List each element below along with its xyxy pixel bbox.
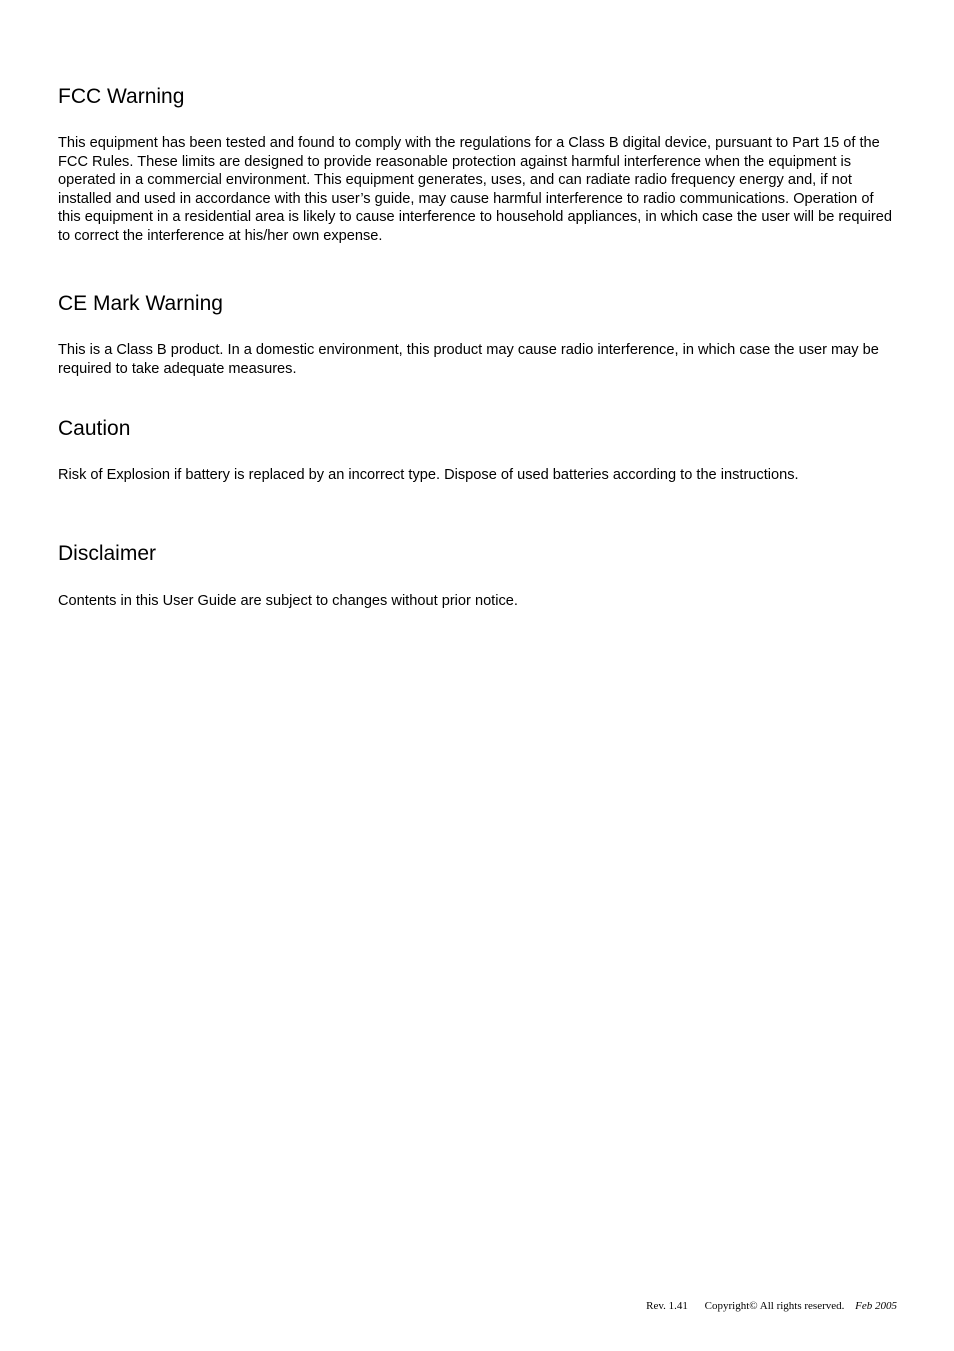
fcc-warning-heading: FCC Warning — [58, 85, 185, 108]
caution-heading: Caution — [58, 417, 131, 440]
disclaimer-heading: Disclaimer — [58, 542, 157, 565]
ce-mark-warning-text: This is a Class B product. In a domestic environment, this product may cause radio interference, in which case the user may be required to take adequate measures. — [58, 342, 879, 377]
date-label: Feb 2005 — [855, 1300, 897, 1312]
fcc-warning-text: This equipment has been tested and found to comply with the regulations for a Class B digital device, pursuant to Part 15 of the FCC Rules. These limits are designed to provide reasonable protection against harmful interference when the equipment is operated in a commercial environment. This equipment generates, uses, and can radiate radio frequency energy and, if not installed and used in accordance with this user’s guide, may cause harmful interference to radio communications. Operation of this equipment in a residential area is likely to cause interference to household appliances, in which case the user will be required to correct the interference at his/her own expense. — [58, 135, 892, 244]
page-footer — [646, 1300, 897, 1312]
caution-text: Risk of Explosion if battery is replaced by an incorrect type. Dispose of used batteries according to the instructions. — [58, 467, 799, 483]
ce-mark-warning-heading: CE Mark Warning — [58, 292, 223, 315]
revision-label: Rev. 1.41 — [646, 1300, 688, 1312]
disclaimer-text: Contents in this User Guide are subject to changes without prior notice. — [58, 593, 518, 609]
copyright-label: Copyright© All rights reserved. — [704, 1300, 845, 1312]
